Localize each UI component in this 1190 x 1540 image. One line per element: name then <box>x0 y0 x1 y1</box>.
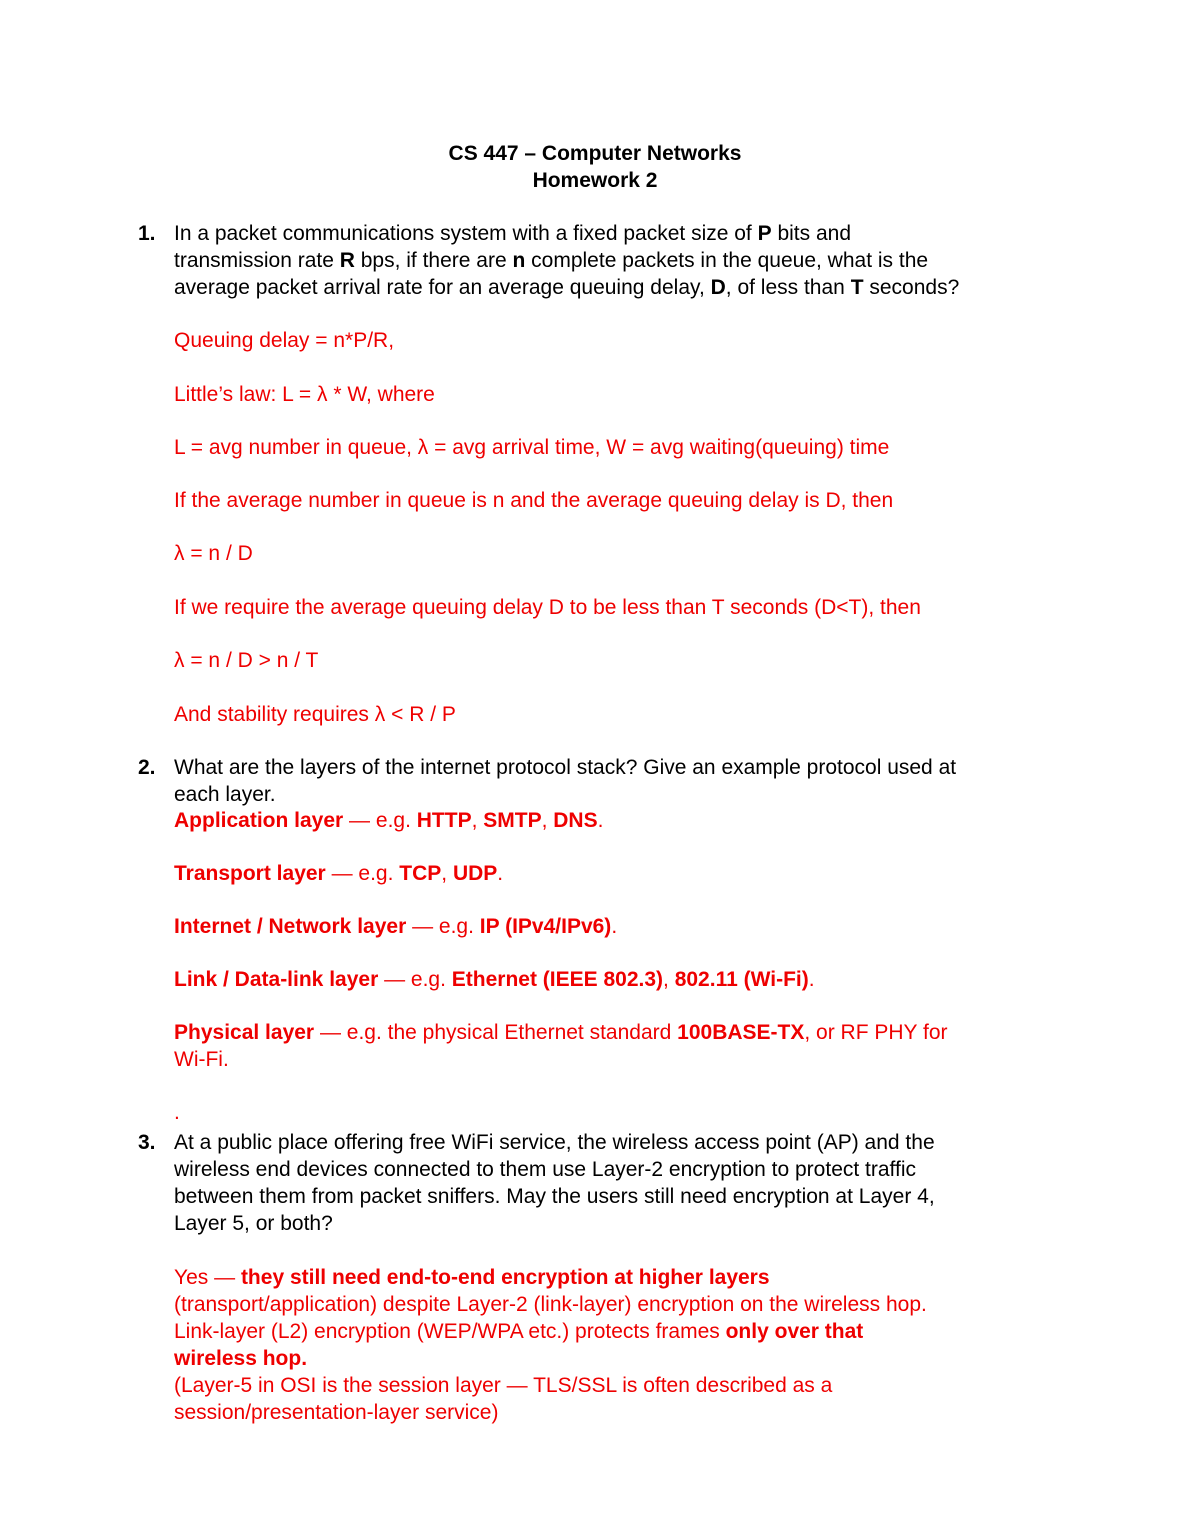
answer-1-line: If we require the average queuing delay D to be less than T seconds (D<T), then <box>174 596 921 619</box>
question-1-line: In a packet communications system with a fixed packet size of P bits and <box>174 222 851 245</box>
question-1-number: 1. <box>138 222 156 245</box>
question-3-line: between them from packet sniffers. May the users still need encryption at Layer 4, <box>174 1185 935 1208</box>
answer-1-line: λ = n / D <box>174 542 253 565</box>
answer-2-transport: Transport layer — e.g. TCP, UDP. <box>174 862 504 885</box>
document-header <box>0 140 1190 194</box>
answer-2-link: Link / Data-link layer — e.g. Ethernet (IEEE 802.3), 802.11 (Wi-Fi). <box>174 968 815 991</box>
course-title: CS 447 – Computer Networks <box>448 142 742 165</box>
question-2-line: What are the layers of the internet protocol stack? Give an example protocol used at <box>174 756 957 779</box>
answer-1-line: Queuing delay = n*P/R, <box>174 329 395 352</box>
answer-3-line: Link-layer (L2) encryption (WEP/WPA etc.) protects frames only over that <box>174 1320 864 1343</box>
answer-3-line: (transport/application) despite Layer-2 (link-layer) encryption on the wireless hop. <box>174 1293 927 1316</box>
answer-1-line: λ = n / D > n / T <box>174 649 319 672</box>
answer-3-line: wireless hop. <box>174 1347 308 1370</box>
question-2-number: 2. <box>138 756 156 779</box>
question-2-line: each layer. <box>174 783 276 806</box>
question-3-line: At a public place offering free WiFi service, the wireless access point (AP) and the <box>174 1131 935 1154</box>
answer-2-dot: . <box>174 1101 180 1124</box>
answer-2-physical-line: Wi-Fi. <box>174 1048 229 1071</box>
answer-2-network: Internet / Network layer — e.g. IP (IPv4/IPv6). <box>174 915 618 938</box>
answer-2-physical <box>174 1019 1054 1073</box>
answer-2-application: Application layer — e.g. HTTP, SMTP, DNS. <box>174 809 604 832</box>
question-3-text <box>174 1129 1054 1237</box>
answer-3-line: (Layer-5 in OSI is the session layer — TLS/SSL is often described as a <box>174 1374 833 1397</box>
question-3-number: 3. <box>138 1131 156 1154</box>
answer-3 <box>174 1264 1054 1426</box>
answer-3-line: Yes — they still need end-to-end encryption at higher layers <box>174 1266 770 1289</box>
homework-title: Homework 2 <box>532 169 658 192</box>
answer-1-line: And stability requires λ < R / P <box>174 703 456 726</box>
question-2-text <box>174 754 1054 808</box>
question-1-text <box>174 220 1054 301</box>
answer-2-physical-line: Physical layer — e.g. the physical Ethernet standard 100BASE-TX, or RF PHY for <box>174 1021 948 1044</box>
question-3-line: wireless end devices connected to them use Layer-2 encryption to protect traffic <box>174 1158 917 1181</box>
answer-1-line: Little’s law: L = λ * W, where <box>174 383 435 406</box>
question-1-line: transmission rate R bps, if there are n complete packets in the queue, what is the <box>174 249 929 272</box>
question-3-line: Layer 5, or both? <box>174 1212 333 1235</box>
answer-3-line: session/presentation-layer service) <box>174 1401 499 1424</box>
answer-1-line: L = avg number in queue, λ = avg arrival time, W = avg waiting(queuing) time <box>174 436 890 459</box>
answer-1-line: If the average number in queue is n and the average queuing delay is D, then <box>174 489 894 512</box>
question-1-line: average packet arrival rate for an average queuing delay, D, of less than T seconds? <box>174 276 960 299</box>
